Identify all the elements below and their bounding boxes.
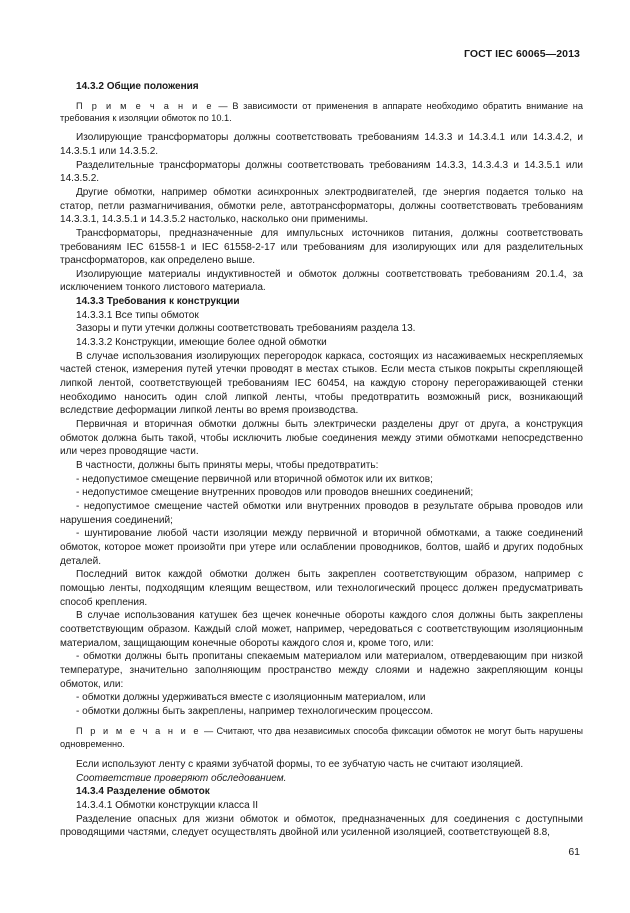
note-label: П р и м е ч а н и е — [76, 726, 201, 737]
paragraph: Зазоры и пути утечки должны соответствовать требованиям раздела 13. — [76, 323, 416, 335]
paragraph: Другие обмотки, например обмотки асинхронных электродвигателей, где энергия подается только на статор, петли размагничивания, обмотки реле, автотрансформаторы, должны соответствовать требованиям 14.3.3.1, 14.3.5.1 и 14.3.5.2 настолько, насколько они применимы. — [60, 186, 583, 226]
paragraph: Трансформаторы, предназначенные для импульсных источников питания, должны соответствовать требованиям IEC 61558-1 и IEC 61558-2-17 или требованиям для изолирующих или для разделительных трансформаторов, как определено выше. — [60, 227, 583, 267]
list-item: - недопустимое смещение внутренних проводов или проводов внешних соединений; — [76, 487, 474, 499]
paragraph: В случае использования изолирующих перегородок каркаса, состоящих из насаживаемых нескрепляемых частей стенок, измерения путей утечки проводят в местах стыков. Если места стыков покрыты скрепляющей липкой лентой, соответствующей требованиям IEC 60454, на каждую сторону перегораживающей стенки необходимо наносить один слой липкой ленты, чтобы предотвратить возможный риск, возникающий вследствие деформации липкой ленты во время производства. — [60, 350, 583, 417]
page-number: 61 — [568, 846, 580, 858]
list-item: - недопустимое смещение частей обмотки или внутренних проводов в результате обрыва проводов или нарушения соединений; — [60, 500, 583, 526]
section-heading-14-3-4: 14.3.4 Разделение обмоток — [76, 786, 210, 798]
paragraph: Изолирующие материалы индуктивностей и обмоток должны соответствовать требованиям 20.1.4, за исключением тонкого листового материала. — [60, 268, 583, 294]
paragraph: Разделительные трансформаторы должны соответствовать требованиям 14.3.3, 14.3.4.3 и 14.3.5.1 или 14.3.5.2. — [60, 159, 583, 185]
subsection-heading-14-3-4-1: 14.3.4.1 Обмотки конструкции класса II — [76, 800, 259, 812]
list-item: - шунтирование любой части изоляции между первичной и вторичной обмотками, а также соединений обмоток, которое может произойти при утере или ослаблении проводников, болтов, шайб и других подобных деталей. — [60, 528, 583, 567]
note-label: П р и м е ч а н и е — [76, 100, 214, 111]
paragraph: В случае использования катушек без щечек конечные обороты каждого слоя должны быть закреплены соответствующим образом. Каждый слой может, например, чередоваться с соответствующим изоляционным материалом, защищающим конечные обороты каждого слоя и, кроме того, или: — [60, 610, 583, 649]
paragraph: Первичная и вторичная обмотки должны быть электрически разделены друг от друга, а конструкция обмоток должна быть такой, чтобы исключить любые соединения между этими обмотками непосредственно или через проводящие части. — [60, 419, 583, 458]
list-item: - обмотки должны удерживаться вместе с изоляционным материалом, или — [76, 692, 426, 704]
list-item: - недопустимое смещение первичной или вторичной обмоток или их витков; — [76, 473, 433, 485]
compliance-statement: Соответствие проверяют обследованием. — [76, 772, 287, 784]
paragraph: Разделение опасных для жизни обмоток и обмоток, предназначенных для соединения с доступными проводящими частями, следует осуществлять двойной или усиленной изоляцией, соответствующей 8.8, — [60, 813, 583, 839]
note-text: — В зависимости от применения в аппарате необходимо обратить внимание на требования к изоляции обмоток по 10.1. — [60, 100, 583, 124]
document-body — [60, 80, 583, 840]
section-heading-14-3-3: 14.3.3 Требования к конструкции — [76, 296, 240, 308]
note-1 — [60, 100, 583, 126]
subsection-heading-14-3-3-2: 14.3.3.2 Конструкции, имеющие более одной обмотки — [76, 337, 327, 349]
paragraph: Если используют ленту с краями зубчатой формы, то ее зубчатую часть не считают изоляцией. — [76, 759, 524, 771]
section-heading-14-3-2: 14.3.2 Общие положения — [76, 81, 199, 92]
list-item: - обмотки должны быть пропитаны спекаемым материалом или материалом, отвердевающим при низкой температуре, значительно заполняющим пространство между слоями и надежно закрепляющим концы обмоток, или: — [60, 651, 583, 690]
paragraph: Изолирующие трансформаторы должны соответствовать требованиям 14.3.3 и 14.3.4.1 или 14.3.4.2, и 14.3.5.1 или 14.3.5.2. — [60, 132, 583, 157]
list-item: - обмотки должны быть закреплены, например технологическим процессом. — [76, 705, 434, 717]
note-2 — [60, 725, 583, 751]
paragraph: В частности, должны быть приняты меры, чтобы предотвратить: — [76, 460, 379, 471]
document-id: ГОСТ IEC 60065—2013 — [463, 48, 580, 60]
subsection-heading-14-3-3-1: 14.3.3.1 Все типы обмоток — [76, 309, 199, 321]
note-text: — Считают, что два независимых способа фиксации обмоток не могут быть нарушены одновременно. — [60, 726, 583, 750]
paragraph: Последний виток каждой обмотки должен быть закреплен соответствующим образом, например с помощью ленты, подходящим клеящим веществом, или технологический процесс должен предусматривать способ крепления. — [60, 569, 583, 608]
